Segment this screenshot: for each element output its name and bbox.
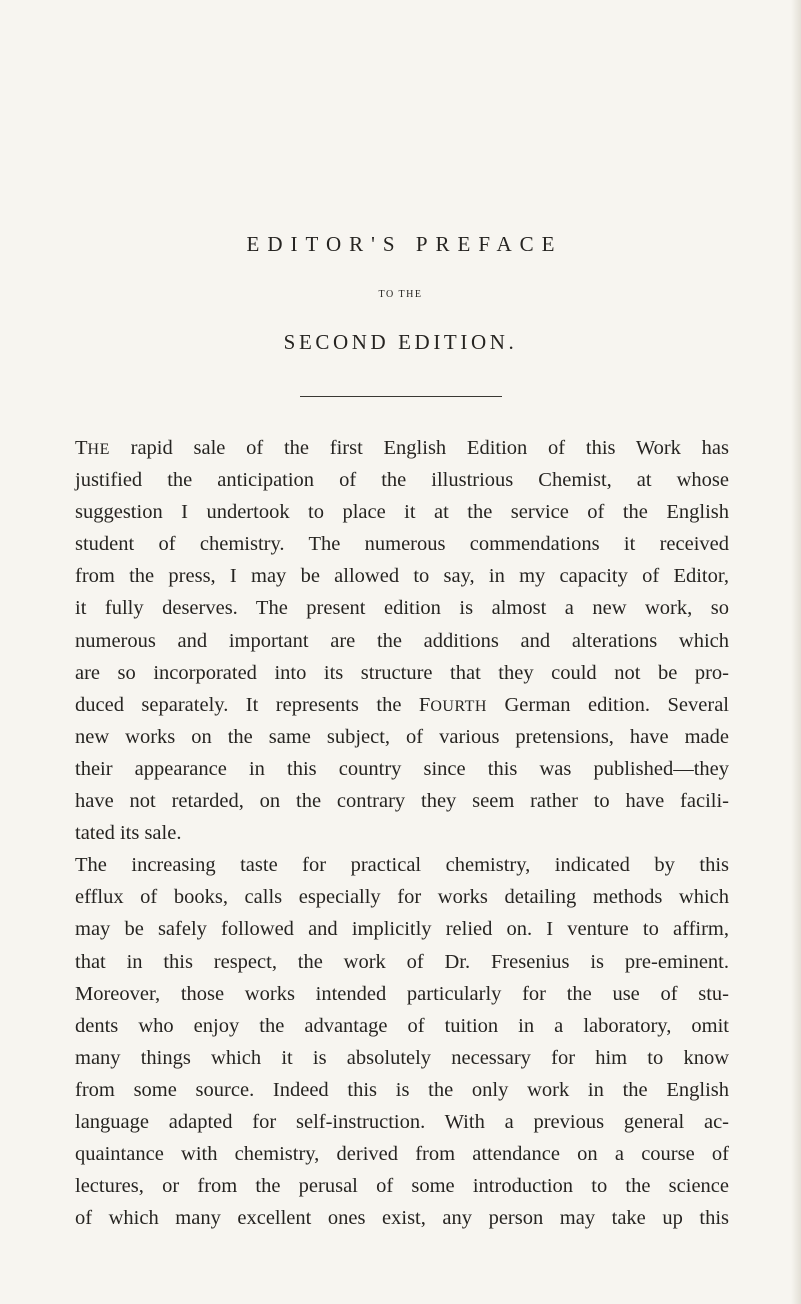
paragraph-2-line-3: may be safely followed and implicitly relied on. I venture to affirm,: [75, 918, 729, 941]
preface-subtitle-to-the: TO THE: [378, 289, 423, 300]
small-caps-rest: OURTH: [430, 697, 487, 715]
paragraph-1-line-4: student of chemistry. The numerous commendations it received: [75, 533, 729, 556]
paragraph-2-line-11: lectures, or from the perusal of some introduction to the science: [75, 1175, 729, 1198]
paragraph-1-line-10: new works on the same subject, of various pretensions, have made: [75, 725, 729, 748]
paragraph-1-line-8: are so incorporated into its structure that they could not be pro-: [75, 661, 729, 684]
paragraph-1-line-13: tated its sale.: [75, 822, 182, 845]
small-caps-cap: F: [418, 693, 431, 716]
line-text-before: duced separately. It represents the: [75, 693, 402, 716]
paragraph-2-line-6: dents who enjoy the advantage of tuition in a laboratory, omit: [75, 1014, 729, 1037]
page-edge-shadow: [791, 0, 801, 1304]
line-text-after: German edition. Several: [504, 693, 729, 716]
paragraph-2-line-4: that in this respect, the work of Dr. Fresenius is pre-eminent.: [75, 950, 729, 973]
paragraph-2-line-1: The increasing taste for practical chemistry, indicated by this: [75, 854, 729, 877]
paragraph-2-line-8: from some source. Indeed this is the only work in the English: [75, 1078, 729, 1101]
paragraph-1-line-9: [75, 689, 729, 721]
first-word-small-caps: HE: [87, 441, 110, 458]
paragraph-1-line-12: have not retarded, on the contrary they seem rather to have facili-: [75, 790, 729, 813]
paragraph-2-line-12: of which many excellent ones exist, any person may take up this: [75, 1207, 729, 1230]
paragraph-2-line-9: language adapted for self-instruction. With a previous general ac-: [75, 1110, 729, 1133]
line-text: rapid sale of the first English Edition of this Work has: [130, 437, 730, 459]
paragraph-2-line-2: efflux of books, calls especially for works detailing methods which: [75, 886, 729, 909]
first-word-cap: T: [75, 437, 88, 459]
paragraph-1-line-11: their appearance in this country since this was published—they: [75, 757, 729, 780]
paragraph-1-line-5: from the press, I may be allowed to say, in my capacity of Editor,: [75, 565, 729, 588]
preface-body: [75, 432, 729, 1234]
paragraph-1-line-2: justified the anticipation of the illustrious Chemist, at whose: [75, 469, 729, 492]
preface-title: EDITOR'S PREFACE: [246, 232, 563, 256]
paragraph-1-line-6: it fully deserves. The present edition is almost a new work, so: [75, 597, 729, 620]
paragraph-2-line-5: Moreover, those works intended particularly for the use of stu-: [75, 982, 729, 1005]
paragraph-1-line-1: [75, 432, 729, 464]
paragraph-2-line-7: many things which it is absolutely necessary for him to know: [75, 1046, 729, 1069]
heading-divider-rule: [300, 396, 502, 397]
paragraph-2-line-10: quaintance with chemistry, derived from attendance on a course of: [75, 1143, 729, 1166]
paragraph-1-line-3: suggestion I undertook to place it at the service of the English: [75, 501, 729, 524]
preface-edition-heading: SECOND EDITION.: [283, 330, 518, 354]
paragraph-1-line-7: numerous and important are the additions and alterations which: [75, 629, 729, 652]
